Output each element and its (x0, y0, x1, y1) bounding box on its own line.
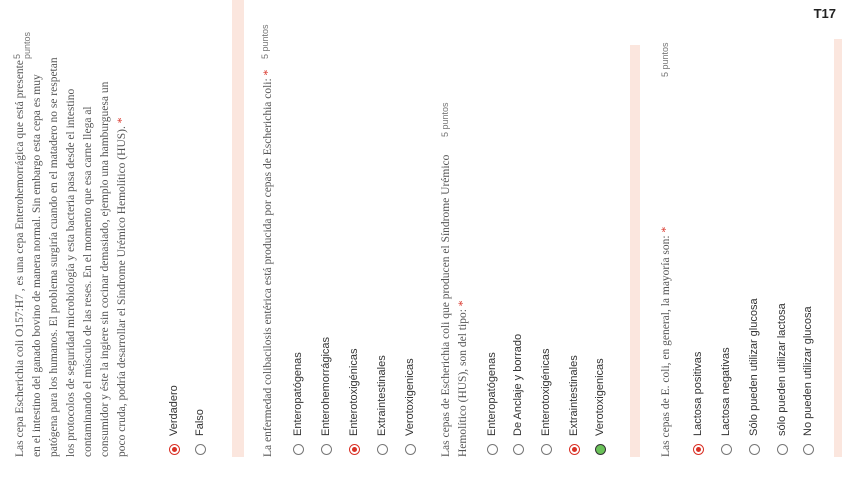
page-tag: T17 (813, 6, 836, 21)
option-label: Lactosa positivas (692, 351, 704, 436)
radio-icon (541, 444, 552, 455)
q1-option-verdadero[interactable] (168, 385, 180, 455)
option-label: Verdadero (168, 385, 180, 436)
q3-option-0[interactable] (486, 352, 498, 455)
q4-option-0[interactable] (692, 352, 704, 455)
q4-option-1[interactable] (720, 347, 732, 455)
section-divider (630, 45, 640, 457)
option-label: Enterotoxigénicas (540, 348, 552, 436)
q2-option-4[interactable] (404, 358, 416, 455)
radio-selected-icon (349, 444, 360, 455)
radio-correct-icon (595, 444, 606, 455)
radio-selected-icon (169, 444, 180, 455)
radio-icon (195, 444, 206, 455)
q3-option-2[interactable] (540, 349, 552, 455)
q2-option-0[interactable] (292, 352, 304, 455)
option-label: Sólo pueden utilizar glucosa (748, 298, 760, 436)
option-label: sólo pueden utilizar lactosa (776, 303, 788, 436)
q4-option-3[interactable] (776, 303, 788, 455)
option-label: Enterohemorrágicas (320, 336, 332, 436)
radio-icon (777, 444, 788, 455)
option-label: Extraintestinales (376, 355, 388, 436)
q3-option-3[interactable] (568, 355, 580, 455)
radio-icon (513, 444, 524, 455)
question-4-points: 5 puntos (660, 42, 670, 77)
question-1-text: Las cepa Escherichia coli O157:H7 , es una cepa Enterohemorrágica que está presente en el intestino del ganado bovino de manera normal. Sin embargo esta cepa es muy patógena para los humanos. El problema surgiría cuando en el matadero no se respetan los protocolos de seguridad microbiología y esta bacteria pasa desde el intestino contaminando el músculo de las reses. En el momento que esa carne llega al consumidor y éste la ingiere sin cocinar demasiado, ejemplo una hamburguesa un poco cruda, podría desarrollar el Síndrome Urémico Hemolítico (HUS). * (14, 57, 128, 457)
q2-option-3[interactable] (376, 355, 388, 455)
option-label: Verotoxigenicas (594, 358, 606, 436)
radio-icon (405, 444, 416, 455)
radio-icon (487, 444, 498, 455)
option-label: Verotoxigenicas (404, 358, 416, 436)
option-label: Extraintestinales (568, 355, 580, 436)
radio-selected-icon (693, 444, 704, 455)
option-label: Enterotoxigénicas (348, 348, 360, 436)
section-divider (834, 39, 842, 457)
option-label: No pueden utilizar glucosa (802, 306, 814, 436)
option-label: Enteropatógenas (486, 352, 498, 436)
section-divider (232, 0, 244, 457)
radio-icon (321, 444, 332, 455)
option-label: Falso (194, 409, 206, 436)
question-3-points: 5 puntos (440, 102, 450, 137)
radio-selected-icon (569, 444, 580, 455)
radio-icon (377, 444, 388, 455)
q4-option-2[interactable] (748, 298, 760, 455)
option-label: Enteropatógenas (292, 352, 304, 436)
q4-option-4[interactable] (802, 306, 814, 455)
q2-option-1[interactable] (320, 337, 332, 455)
q3-option-4[interactable] (594, 358, 606, 455)
question-3-text: Las cepas de Escherichia coli que producen el Síndrome Urémico Hemolítico (HUS), son del tipo: * (440, 154, 469, 457)
option-label: Lactosa negativas (720, 347, 732, 436)
option-label: De Anclaje y borrado (512, 333, 524, 436)
q3-option-1[interactable] (512, 334, 524, 455)
radio-icon (749, 444, 760, 455)
rotated-form: Las cepa Escherichia coli O157:H7 , es una cepa Enterohemorrágica que está presente en el intestino del ganado bovino de manera normal. Sin embargo esta cepa es muy patógena para los humanos. El problema surgiría cuando en el matadero no se respetan los protocolos de seguridad microbiología y esta bacteria pasa desde el intestino contaminando el músculo de las reses. En el momento que esa carne llega al consumidor y éste la ingiere sin cocinar demasiado, ejemplo una hamburguesa un poco cruda, podría desarrollar el Síndrome Urémico Hemolítico (HUS). * 5 puntos Verdadero Falso La enfermedad colibacilosis entérica está producida por cepas de Escherichia coli: * 5 puntos Enteropatógenas Enterohemorrágicas Enterotoxigénicas Extraintestinales Verotoxigenicas Las cepas de Escherichia coli que producen el Síndrome Urémico Hemolítico (HUS), son del tipo: * 5 puntos Enteropatógenas De Anclaje y borrado Enterotoxigénicas Extraintestinales Verotoxigenicas Las cepas de E. coli, en general, la mayoría son: * 5 puntos Lactosa positivas Lactosa negativas Sólo pueden utilizar glucosa sólo pueden utilizar lactosa No pueden utilizar glucosa (0, 0, 848, 477)
q1-option-falso[interactable] (194, 409, 206, 455)
radio-icon (293, 444, 304, 455)
radio-icon (721, 444, 732, 455)
question-2-points: 5 puntos (260, 24, 270, 59)
q2-option-2[interactable] (348, 349, 360, 455)
radio-icon (803, 444, 814, 455)
question-4-text: Las cepas de E. coli, en general, la mayoría son: * (660, 226, 672, 457)
question-2-text: La enfermedad colibacilosis entérica está producida por cepas de Escherichia coli: * (262, 69, 274, 457)
